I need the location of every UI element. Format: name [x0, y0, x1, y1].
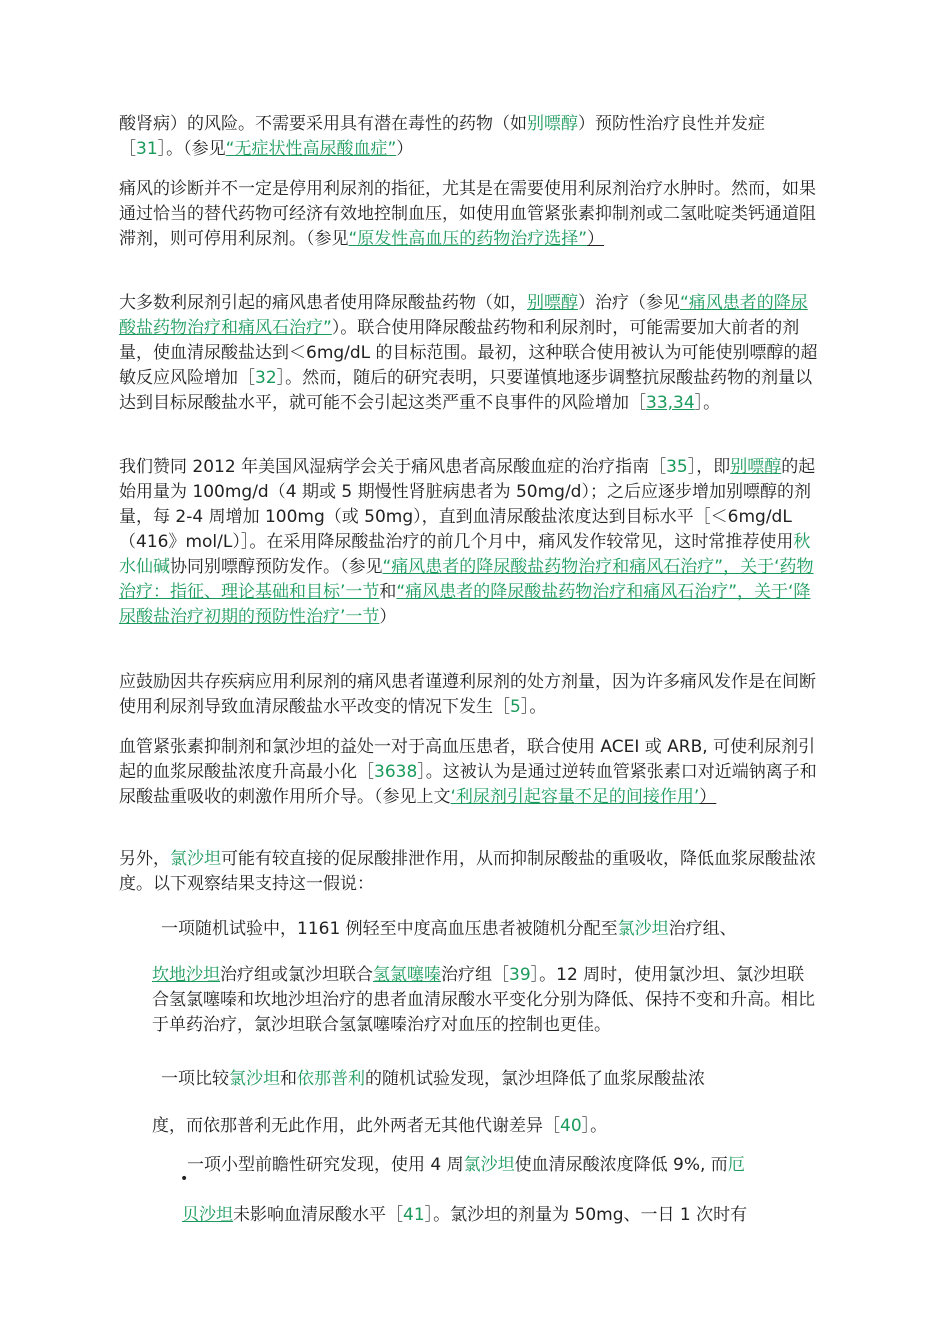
text: 我们赞同 2012 年美国风湿病学会关于痛风患者高尿酸血症的治疗指南［	[119, 457, 667, 477]
text: 的随机试验发现，氯沙坦降低了血浆尿酸盐浓	[365, 1069, 705, 1089]
text: 另外，	[119, 849, 170, 869]
reference-32[interactable]: 32	[255, 368, 277, 388]
text: 血管紧张素抑制剂和氯沙坦的益处一对于高血压患者，联合使用 ACEI 或 ARB, 可使利尿剂引起的血浆尿酸盐浓度升高最小化［	[119, 737, 816, 782]
text: 和	[280, 1069, 297, 1089]
text: 的起始用量为 100mg/d（4 期或 5 期慢性肾脏病患者为 50mg/d）；之后应逐步增加别嘌醇的剂量，每 2-4 周增加 100mg（或 50mg），直到血清尿酸盐浓度达到目标水平［＜6mg/dL（416》mol/L）］。在采用降尿酸盐治疗的前几个月中，痛风发作较常见，这时常推荐使用	[119, 457, 816, 552]
missing-glyph-box: 口	[680, 762, 698, 782]
text: 痛风的诊断并不一定是停用利尿剂的指征，尤其是在需要使用利尿剂治疗水肿时。然而，如果通过恰当的替代药物可经济有效地控制血压，如使用血管紧张素抑制剂或二氢吡啶类钙通道阻滞剂，则可停用利尿剂。（参见	[119, 179, 816, 249]
bullet-3-first-line	[187, 1153, 827, 1178]
text: 酸肾病）的风险。不需要采用具有潜在毒性的药物（如	[119, 114, 527, 134]
text: 和	[379, 582, 397, 602]
text: ）	[379, 607, 397, 627]
reference-39[interactable]: 39	[509, 965, 531, 985]
link-irbesartan[interactable]: 厄	[727, 1155, 745, 1175]
text: 一项随机试验中，1161 例轻至中度高血压患者被随机分配至	[161, 919, 618, 939]
text: 协同别嘌醇预防发作。（参见	[170, 557, 383, 577]
link-enalapril[interactable]: 依那普利	[297, 1069, 365, 1089]
link-hypertension-drug-choice[interactable]: “原发性高血压的药物治疗选择”	[348, 229, 588, 249]
text: 对近端钠离子和尿酸盐重吸收的刺激作用所介导。（参见上文	[119, 762, 817, 807]
link-gout-urate-lowering[interactable]: “痛风患者的降尿酸盐药物治疗和痛风石治疗”	[119, 293, 808, 338]
link-gout-prophylaxis-section[interactable]: “痛风患者的降尿酸盐药物治疗和痛风石治疗”，关于‘降尿酸盐治疗初期的预防性治疗’一节	[119, 582, 811, 627]
link-losartan[interactable]: 氯沙坦	[229, 1069, 280, 1089]
reference-5[interactable]: 5	[510, 697, 521, 717]
reference-41[interactable]: 41	[403, 1205, 425, 1225]
text: ］。氯沙坦的剂量为 50mg、一日 1 次时有	[424, 1205, 748, 1225]
text: 应鼓励因共存疾病应用利尿剂的痛风患者谨遵利尿剂的处方剂量，因为许多痛风发作是在间断使用利尿剂导致血清尿酸盐水平改变的情况下发生［	[119, 672, 816, 717]
link-diuretic-volume-depletion[interactable]: ‘利尿剂引起容量不足的间接作用’	[450, 787, 700, 807]
link-irbesartan[interactable]: 贝沙坦	[182, 1205, 233, 1225]
link-losartan[interactable]: 氯沙坦	[170, 849, 221, 869]
link-allopurinol[interactable]: 别嘌醇	[730, 457, 782, 477]
reference-31[interactable]: 31	[136, 139, 158, 159]
link-asymptomatic-hyperuricemia[interactable]: “无症状性高尿酸血症”	[225, 139, 397, 159]
paragraph-2	[119, 177, 819, 252]
bullet-1-first-line	[161, 917, 821, 942]
paragraph-1	[119, 112, 819, 162]
link-gout-drug-therapy-section[interactable]: “痛风患者的降尿酸盐药物治疗和痛风石治疗”，关于‘药物治疗：指征、理论基础和目标’一节	[119, 557, 814, 602]
bullet-2-continuation	[152, 1114, 820, 1139]
text: 一项小型前瞻性研究发现，使用 4 周	[187, 1155, 464, 1175]
text: ］。	[520, 697, 547, 717]
text: 治疗组［	[441, 965, 509, 985]
text: 治疗组、	[668, 919, 737, 939]
link-losartan[interactable]: 氯沙坦	[617, 919, 669, 939]
link-allopurinol[interactable]: 别嘌醇	[527, 114, 578, 134]
text: ］。这被认为是通过逆转血管紧张素	[417, 762, 681, 782]
reference-40[interactable]: 40	[560, 1116, 582, 1136]
bullet-1-continuation	[152, 963, 820, 1038]
text: ）。联合使用降尿酸盐药物和利尿剂时，可能需要加大前者的剂量，使血清尿酸盐达到＜6mg/dL 的目标范围。最初，这种联合使用被认为可能使别嘌醇的超敏反应风险增加［	[119, 318, 818, 388]
text: ）	[587, 229, 605, 249]
paragraph-5	[119, 670, 819, 720]
reference-33-34[interactable]: 33,34	[646, 393, 695, 413]
paragraph-4	[119, 455, 819, 630]
text: ）	[396, 139, 414, 159]
text: ］。（参见	[157, 139, 226, 159]
paragraph-3	[119, 291, 819, 416]
text: 可能有较直接的促尿酸排泄作用，从而抑制尿酸盐的重吸收，降低血浆尿酸盐浓度。以下观察结果支持这一假说：	[119, 849, 816, 894]
link-hydrochlorothiazide[interactable]: 氢氯噻嗪	[373, 965, 441, 985]
text: 大多数利尿剂引起的痛风患者使用降尿酸盐药物（如，	[119, 293, 527, 313]
text: ］。	[581, 1116, 608, 1136]
bullet-3-continuation	[182, 1203, 832, 1228]
text: ］。然而，随后的研究表明，只要谨慎地逐步调整抗尿酸盐药物的剂量以达到目标尿酸盐水平，就可能不会引起这类严重不良事件的风险增加［	[119, 368, 813, 413]
bullet-dot: •	[180, 1171, 189, 1187]
reference-35[interactable]: 35	[666, 457, 688, 477]
link-colchicine[interactable]: 秋水仙碱	[119, 532, 811, 577]
link-losartan[interactable]: 氯沙坦	[463, 1155, 515, 1175]
text: 度，而依那普利无此作用，此外两者无其他代谢差异［	[152, 1116, 560, 1136]
text: 一项比较	[161, 1069, 229, 1089]
paragraph-6	[119, 735, 819, 810]
text: 未影响血清尿酸水平［	[233, 1205, 403, 1225]
link-allopurinol[interactable]: 别嘌醇	[527, 293, 578, 313]
text: ］，即	[687, 457, 731, 477]
text: 使血清尿酸浓度降低 9%, 而	[514, 1155, 728, 1175]
reference-36-38[interactable]: 3638	[374, 762, 418, 782]
text: ］。12 周时，使用氯沙坦、氯沙坦联合氢氯噻嗪和坎地沙坦治疗的患者血清尿酸水平变化分别为降低、保持不变和升高。相比于单药治疗，氯沙坦联合氢氯噻嗪治疗对血压的控制也更佳。	[152, 965, 815, 1035]
paragraph-7	[119, 847, 819, 897]
text: 治疗组或氯沙坦联合	[220, 965, 373, 985]
text: ）预防性治疗良性并发症［	[119, 114, 765, 159]
text: ）	[699, 787, 717, 807]
text: ）治疗（参见	[578, 293, 680, 313]
bullet-2-first-line	[161, 1067, 821, 1092]
link-candesartan[interactable]: 坎地沙坦	[152, 965, 220, 985]
text: ］。	[694, 393, 721, 413]
